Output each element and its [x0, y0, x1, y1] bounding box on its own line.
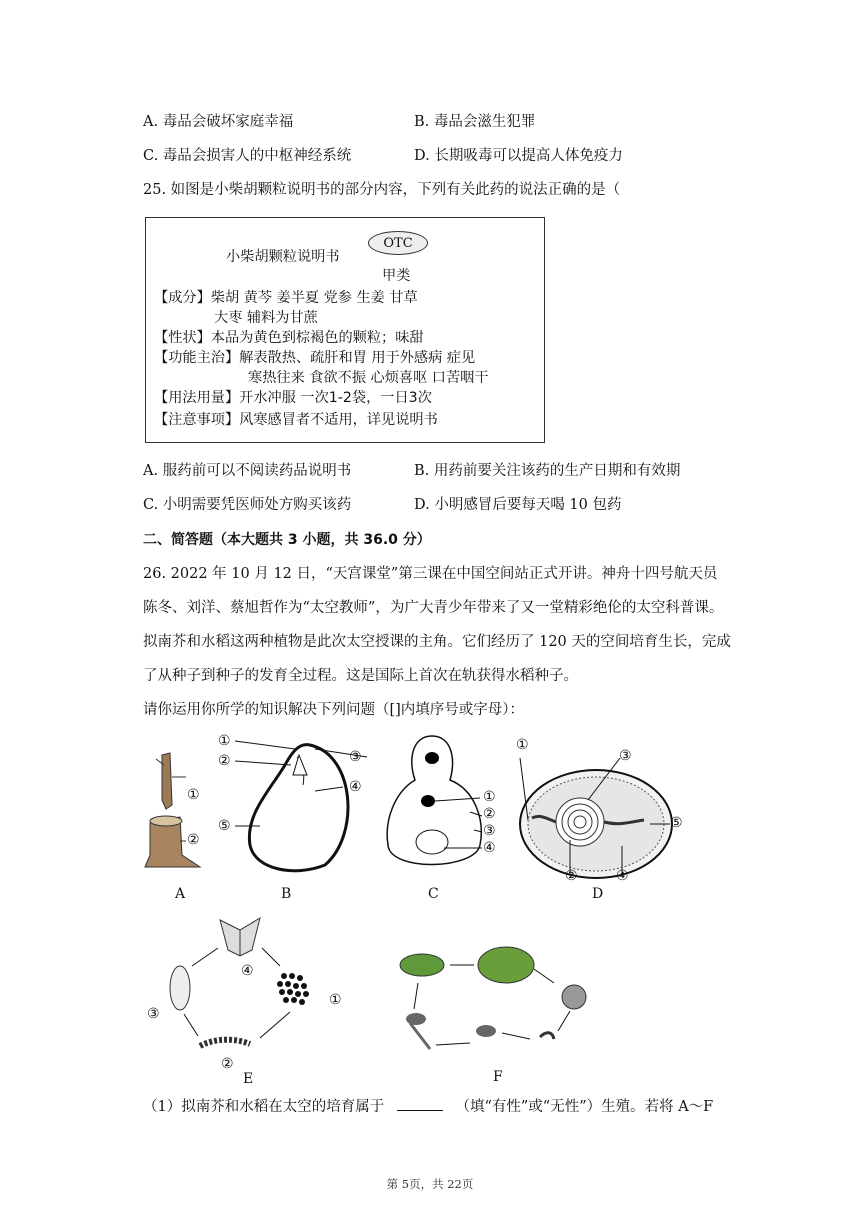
figure-caption-f: F [493, 1069, 503, 1085]
label-line: 寒热往来 食欲不振 心烦喜呕 口苦咽干 [248, 370, 489, 386]
label-num: ③ [619, 748, 632, 764]
figure-c-cell [380, 730, 490, 880]
q26-sub1-text-b: （填“有性”或“无性”）生殖。若将 A～F [455, 1099, 714, 1115]
label-num: ① [516, 737, 529, 753]
figure-d-egg [510, 740, 690, 880]
label-num: ④ [241, 963, 254, 979]
q26-line: 请你运用你所学的知识解决下列问题（[]内填序号或字母）： [143, 702, 525, 718]
label-line: 【成分】柴胡 黄芩 姜半夏 党参 生姜 甘草 [154, 290, 418, 306]
section-heading: 二、简答题（本大题共 3 小题，共 36.0 分） [143, 532, 431, 548]
label-class: 甲类 [382, 268, 411, 284]
label-num: ① [218, 733, 231, 749]
option-b: B. 用药前要关注该药的生产日期和有效期 [414, 463, 681, 479]
figure-caption-a: A [175, 886, 186, 902]
question-25-stem: 25. 如图是小柴胡颗粒说明书的部分内容，下列有关此药的说法正确的是（ [143, 182, 621, 198]
q26-line: 26. 2022 年 10 月 12 日，“天宫课堂”第三课在中国空间站正式开讲。神舟十四号航天员 [143, 566, 718, 582]
label-num: ② [221, 1056, 234, 1072]
option-c: C. 小明需要凭医师处方购买该药 [143, 497, 352, 513]
label-num: ④ [349, 779, 362, 795]
label-num: ② [565, 868, 578, 884]
label-num: ① [187, 787, 200, 803]
otc-badge: OTC [368, 231, 428, 255]
label-num: ③ [147, 1006, 160, 1022]
figure-a-grafting [140, 745, 220, 880]
label-num: ② [187, 832, 200, 848]
page-footer: 第 5页，共 22页 [386, 1177, 474, 1191]
option-b: B. 毒品会滋生犯罪 [414, 114, 536, 130]
figure-caption-b: B [281, 886, 292, 902]
answer-blank[interactable] [397, 1096, 443, 1111]
option-d: D. 小明感冒后要每天喝 10 包药 [414, 497, 622, 513]
drug-label-box [145, 217, 545, 443]
q26-line: 陈冬、刘洋、蔡旭哲作为“太空教师”，为广大青少年带来了又一堂精彩绝伦的太空科普课。 [143, 600, 724, 616]
figure-caption-e: E [243, 1071, 254, 1087]
q26-line: 拟南芥和水稻这两种植物是此次太空授课的主角。它们经历了 120 天的空间培育生长，完成 [143, 634, 731, 650]
label-num: ③ [349, 749, 362, 765]
option-a: A. 服药前可以不阅读药品说明书 [143, 463, 352, 479]
figure-caption-c: C [428, 886, 439, 902]
figure-caption-d: D [592, 886, 604, 902]
option-d: D. 长期吸毒可以提高人体免疫力 [414, 148, 623, 164]
figure-f-life-cycle [390, 935, 600, 1065]
label-line: 【用法用量】开水冲服 一次1-2袋，一日3次 [154, 390, 432, 406]
label-num: ① [329, 992, 342, 1008]
label-line: 【性状】本品为黄色到棕褐色的颗粒；味甜 [154, 330, 424, 346]
label-num: ① [483, 789, 496, 805]
figure-e-life-cycle [140, 900, 350, 1065]
q26-line: 了从种子到种子的发育全过程。这是国际上首次在轨获得水稻种子。 [143, 668, 578, 684]
label-num: ② [483, 806, 496, 822]
label-line: 【注意事项】风寒感冒者不适用，详见说明书 [154, 412, 438, 428]
label-title: 小柴胡颗粒说明书 [226, 249, 340, 265]
q26-sub1 [143, 1096, 713, 1117]
label-num: ⑤ [218, 818, 231, 834]
option-c: C. 毒品会损害人的中枢神经系统 [143, 148, 352, 164]
label-num: ② [218, 753, 231, 769]
label-line: 【功能主治】解表散热、疏肝和胃 用于外感病 症见 [154, 350, 476, 366]
q26-sub1-text-a: （1）拟南芥和水稻在太空的培育属于 [143, 1099, 385, 1115]
label-num: ④ [616, 868, 629, 884]
label-num: ③ [483, 823, 496, 839]
option-a: A. 毒品会破坏家庭幸福 [143, 114, 294, 130]
label-num: ⑤ [670, 815, 683, 831]
label-line: 大枣 辅料为甘蔗 [214, 310, 318, 326]
label-num: ④ [483, 840, 496, 856]
